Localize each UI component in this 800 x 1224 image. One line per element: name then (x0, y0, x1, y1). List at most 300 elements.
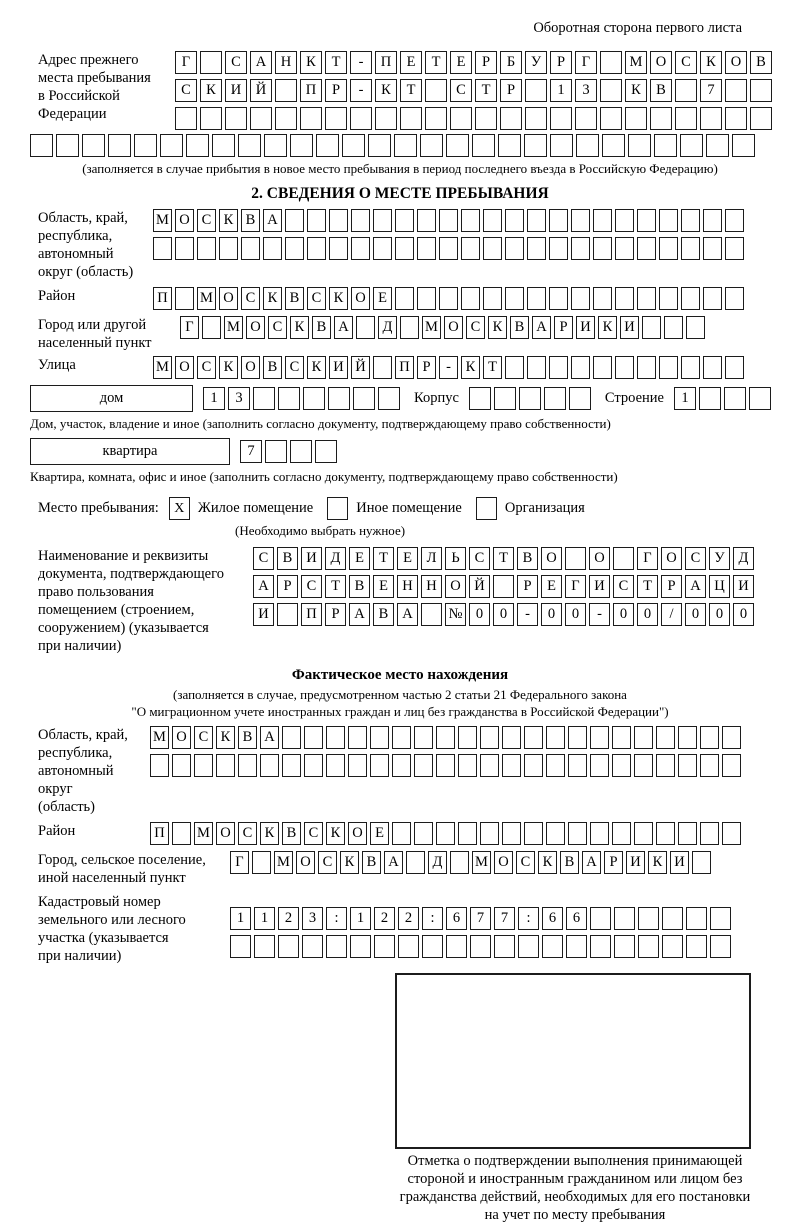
label-line: (область) (38, 799, 95, 815)
char-box: Р (554, 316, 573, 339)
char-box (470, 935, 491, 958)
region-label (30, 209, 153, 281)
char-box: В (517, 547, 538, 570)
char-box (615, 287, 634, 310)
char-box (278, 387, 300, 410)
char-box (450, 851, 469, 874)
char-box (350, 107, 372, 130)
char-box (549, 209, 568, 232)
char-box (275, 79, 297, 102)
char-box (398, 935, 419, 958)
char-box (568, 726, 587, 749)
char-box (600, 107, 622, 130)
char-box (662, 935, 683, 958)
char-box: : (422, 907, 443, 930)
cadastral-rows (230, 907, 731, 958)
char-box: Л (421, 547, 442, 570)
char-box: 1 (350, 907, 371, 930)
char-box (750, 79, 772, 102)
char-box: А (334, 316, 353, 339)
label-line: при наличии) (38, 638, 122, 654)
char-box (150, 754, 169, 777)
char-box: С (304, 822, 323, 845)
char-box: С (307, 287, 326, 310)
char-box: К (326, 822, 345, 845)
char-box (348, 726, 367, 749)
label-line: Наименование и реквизиты (38, 548, 209, 564)
prev-address-caption: (заполняется в случае прибытия в новое место пребывания в период последнего въезда в Российскую Федерацию) (82, 161, 718, 176)
char-box (664, 316, 683, 339)
label-line: округ (область) (38, 264, 134, 280)
char-box: К (648, 851, 667, 874)
char-box (546, 754, 565, 777)
char-box (414, 754, 433, 777)
char-box (550, 134, 573, 157)
char-box (263, 237, 282, 260)
char-box: К (598, 316, 617, 339)
char-box: И (626, 851, 645, 874)
char-box: С (469, 547, 490, 570)
char-box: Е (373, 287, 392, 310)
char-box (480, 822, 499, 845)
char-box: 0 (709, 603, 730, 626)
char-box (282, 754, 301, 777)
char-box (681, 209, 700, 232)
char-box: И (589, 575, 610, 598)
char-box (56, 134, 79, 157)
char-box: : (326, 907, 347, 930)
label-line: иной населенный пункт (38, 870, 186, 886)
char-box (395, 209, 414, 232)
char-box (681, 356, 700, 379)
organization-checkbox (476, 497, 497, 520)
house-number-row (203, 387, 400, 410)
char-box (525, 79, 547, 102)
char-box (373, 237, 392, 260)
char-box: О (444, 316, 463, 339)
char-box: - (350, 79, 372, 102)
prev-address-rows (175, 51, 772, 130)
char-box (241, 237, 260, 260)
apartment-type-box: квартира (30, 438, 230, 465)
char-box: И (733, 575, 754, 598)
char-box: А (685, 575, 706, 598)
char-box (612, 726, 631, 749)
label-line: автономный (38, 246, 114, 262)
char-box (590, 935, 611, 958)
char-box: О (348, 822, 367, 845)
char-box: К (340, 851, 359, 874)
char-box (700, 107, 722, 130)
char-box: Н (397, 575, 418, 598)
char-box: Г (565, 575, 586, 598)
char-box (425, 107, 447, 130)
char-box: Е (349, 547, 370, 570)
char-box: В (241, 209, 260, 232)
other-premises-checkbox (327, 497, 348, 520)
label-line: Кадастровый номер (38, 894, 161, 910)
char-box: Е (450, 51, 472, 74)
premises-label: Место пребывания: (38, 500, 159, 516)
label-line: республика, (38, 228, 113, 244)
char-box (524, 754, 543, 777)
premises-note: (Необходимо выбрать нужное) (235, 523, 406, 538)
char-box (634, 726, 653, 749)
char-box (650, 107, 672, 130)
char-box: С (285, 356, 304, 379)
region-row-2 (153, 237, 744, 260)
char-box (392, 822, 411, 845)
char-box (678, 726, 697, 749)
actual-city-row (230, 851, 711, 874)
char-box (680, 134, 703, 157)
char-box (527, 356, 546, 379)
char-box (600, 51, 622, 74)
char-box: В (285, 287, 304, 310)
char-box: О (589, 547, 610, 570)
char-box (527, 287, 546, 310)
char-box (524, 134, 547, 157)
char-box (175, 287, 194, 310)
district-label: Район (38, 288, 76, 304)
char-box: А (349, 603, 370, 626)
char-box (614, 935, 635, 958)
char-box (290, 440, 312, 463)
char-box (703, 209, 722, 232)
char-box (197, 237, 216, 260)
char-box (722, 754, 741, 777)
stroenie-label: Строение (604, 390, 664, 406)
char-box: К (375, 79, 397, 102)
char-box (238, 134, 261, 157)
caption-line: (заполняется в случае, предусмотренном частью 2 статьи 21 Федерального закона (173, 687, 627, 702)
char-box: К (260, 822, 279, 845)
char-box (353, 387, 375, 410)
char-box: И (670, 851, 689, 874)
char-box: С (466, 316, 485, 339)
char-box (421, 603, 442, 626)
char-box (469, 387, 491, 410)
char-box: Т (475, 79, 497, 102)
char-box (686, 935, 707, 958)
actual-district-label: Район (38, 823, 76, 839)
char-box (656, 726, 675, 749)
char-box (425, 79, 447, 102)
char-box (686, 907, 707, 930)
char-box (200, 107, 222, 130)
char-box (480, 754, 499, 777)
char-box: М (625, 51, 647, 74)
char-box (373, 356, 392, 379)
cadastral-row-2 (230, 935, 731, 958)
label-line: республика, (38, 745, 113, 761)
char-box (446, 134, 469, 157)
organization-option-label: Организация (504, 500, 585, 516)
char-box (351, 237, 370, 260)
char-box: Т (483, 356, 502, 379)
char-box (710, 935, 731, 958)
label-line: места пребывания (38, 70, 151, 86)
char-box (525, 107, 547, 130)
char-box (542, 935, 563, 958)
char-box: Г (637, 547, 658, 570)
char-box (450, 107, 472, 130)
char-box (700, 822, 719, 845)
char-box (659, 356, 678, 379)
char-box: О (246, 316, 265, 339)
char-box (505, 209, 524, 232)
char-box (593, 287, 612, 310)
char-box: М (224, 316, 243, 339)
char-box: К (200, 79, 222, 102)
char-box (656, 822, 675, 845)
char-box (725, 237, 744, 260)
char-box: В (362, 851, 381, 874)
char-box: 2 (278, 907, 299, 930)
char-box (493, 575, 514, 598)
char-box (212, 134, 235, 157)
char-box (436, 754, 455, 777)
char-box (328, 387, 350, 410)
char-box: С (194, 726, 213, 749)
char-box: С (253, 547, 274, 570)
char-box (505, 356, 524, 379)
apartment-caption: Квартира, комната, офис и иное (заполнить согласно документу, подтверждающему право собственности) (30, 469, 618, 484)
char-box: А (253, 575, 274, 598)
char-box (602, 134, 625, 157)
label-line: Город или другой (38, 317, 147, 333)
char-box: А (582, 851, 601, 874)
document-row-3 (253, 603, 754, 626)
char-box: Р (475, 51, 497, 74)
label-line: Город, сельское поселение, (38, 852, 206, 868)
char-box: И (253, 603, 274, 626)
char-box (375, 107, 397, 130)
char-box: П (301, 603, 322, 626)
char-box: К (329, 287, 348, 310)
residential-option-label: Жилое помещение (197, 500, 314, 516)
char-box (326, 726, 345, 749)
char-box: К (219, 356, 238, 379)
char-box: Т (493, 547, 514, 570)
label-line: помещением (строением, (38, 602, 195, 618)
char-box: Р (517, 575, 538, 598)
char-box: С (268, 316, 287, 339)
caption-line: "О миграционном учете иностранных граждан и лиц без гражданства в Российской Федерации") (131, 704, 669, 719)
label-line: документа, подтверждающего (38, 566, 224, 582)
cadastral-label (30, 893, 230, 965)
actual-region-label (30, 726, 150, 816)
char-box (725, 356, 744, 379)
char-box: № (445, 603, 466, 626)
premises-row (30, 497, 770, 520)
char-box (519, 387, 541, 410)
char-box: Т (325, 575, 346, 598)
document-label (30, 547, 253, 655)
char-box (422, 935, 443, 958)
char-box: Д (733, 547, 754, 570)
label-line: при наличии) (38, 948, 122, 964)
char-box (678, 754, 697, 777)
char-box (634, 754, 653, 777)
section2-title: 2. СВЕДЕНИЯ О МЕСТЕ ПРЕБЫВАНИЯ (251, 185, 549, 202)
char-box: О (494, 851, 513, 874)
city-row (180, 316, 705, 339)
char-box (275, 107, 297, 130)
char-box (634, 822, 653, 845)
street-label: Улица (38, 357, 76, 373)
prev-address-row-3 (175, 107, 772, 130)
char-box (625, 107, 647, 130)
actual-region-row-2 (150, 754, 741, 777)
char-box: 3 (302, 907, 323, 930)
char-box (590, 907, 611, 930)
actual-city-block (30, 851, 770, 887)
char-box (400, 316, 419, 339)
actual-region-row-1 (150, 726, 741, 749)
char-box: В (238, 726, 257, 749)
char-box (277, 603, 298, 626)
char-box: К (307, 356, 326, 379)
char-box (527, 237, 546, 260)
char-box (590, 726, 609, 749)
char-box (254, 935, 275, 958)
char-box: О (445, 575, 466, 598)
char-box (458, 726, 477, 749)
char-box (316, 134, 339, 157)
char-box (439, 287, 458, 310)
char-box (260, 754, 279, 777)
char-box (202, 316, 221, 339)
char-box: К (290, 316, 309, 339)
char-box: В (277, 547, 298, 570)
label-line: Федерации (38, 106, 107, 122)
char-box (175, 107, 197, 130)
char-box (544, 387, 566, 410)
city-label (30, 316, 180, 352)
char-box: 2 (374, 907, 395, 930)
char-box (593, 209, 612, 232)
char-box: Т (637, 575, 658, 598)
char-box (458, 822, 477, 845)
char-box: М (153, 356, 172, 379)
char-box: Г (180, 316, 199, 339)
char-box (392, 754, 411, 777)
actual-city-label (30, 851, 230, 887)
prev-address-label (30, 51, 175, 123)
char-box (710, 907, 731, 930)
caption-line: стороной и иностранным гражданином или лицом без (407, 1171, 743, 1187)
char-box: 0 (541, 603, 562, 626)
char-box: С (450, 79, 472, 102)
label-line: Область, край, (38, 210, 128, 226)
char-box (681, 287, 700, 310)
char-box: Т (425, 51, 447, 74)
char-box: М (422, 316, 441, 339)
char-box (194, 754, 213, 777)
actual-region-block (30, 726, 770, 816)
char-box: О (175, 209, 194, 232)
char-box (612, 754, 631, 777)
char-box: С (516, 851, 535, 874)
char-box (549, 356, 568, 379)
char-box (546, 822, 565, 845)
char-box: 6 (542, 907, 563, 930)
char-box (637, 356, 656, 379)
char-box (659, 287, 678, 310)
char-box: 6 (566, 907, 587, 930)
caption-line: гражданства действий, необходимых для его постановки (399, 1189, 751, 1205)
char-box: А (263, 209, 282, 232)
char-box (637, 287, 656, 310)
caption-line: на учет по месту пребывания (484, 1207, 666, 1223)
district-block (30, 287, 770, 310)
char-box: О (216, 822, 235, 845)
char-box (282, 726, 301, 749)
char-box: Р (661, 575, 682, 598)
char-box (394, 134, 417, 157)
char-box: 7 (240, 440, 262, 463)
prev-address-row-2 (175, 79, 772, 102)
char-box: П (395, 356, 414, 379)
char-box (505, 237, 524, 260)
char-box (654, 134, 677, 157)
house-row (30, 385, 770, 412)
actual-location-title: Фактическое место нахождения (291, 667, 509, 683)
char-box (414, 822, 433, 845)
char-box: М (194, 822, 213, 845)
char-box: 7 (700, 79, 722, 102)
char-box (593, 237, 612, 260)
char-box: В (510, 316, 529, 339)
street-row (153, 356, 744, 379)
char-box: Г (175, 51, 197, 74)
char-box (374, 935, 395, 958)
char-box (700, 726, 719, 749)
actual-location-caption (30, 686, 770, 720)
char-box (175, 237, 194, 260)
char-box: 0 (469, 603, 490, 626)
char-box: : (518, 907, 539, 930)
document-rows (253, 547, 754, 626)
char-box (326, 754, 345, 777)
char-box (638, 907, 659, 930)
char-box: 0 (637, 603, 658, 626)
confirmation-caption (375, 1152, 775, 1224)
char-box (590, 754, 609, 777)
char-box: В (263, 356, 282, 379)
char-box: Е (370, 822, 389, 845)
char-box: 6 (446, 907, 467, 930)
char-box: И (576, 316, 595, 339)
char-box (637, 237, 656, 260)
char-box (82, 134, 105, 157)
char-box: Д (428, 851, 447, 874)
char-box (252, 851, 271, 874)
char-box: - (517, 603, 538, 626)
char-box (546, 726, 565, 749)
char-box (368, 134, 391, 157)
char-box: Д (378, 316, 397, 339)
other-premises-option-label: Иное помещение (356, 500, 462, 516)
char-box: С (241, 287, 260, 310)
char-box (278, 935, 299, 958)
region-block (30, 209, 770, 281)
char-box: С (613, 575, 634, 598)
char-box (502, 754, 521, 777)
char-box: С (685, 547, 706, 570)
char-box: Ь (445, 547, 466, 570)
